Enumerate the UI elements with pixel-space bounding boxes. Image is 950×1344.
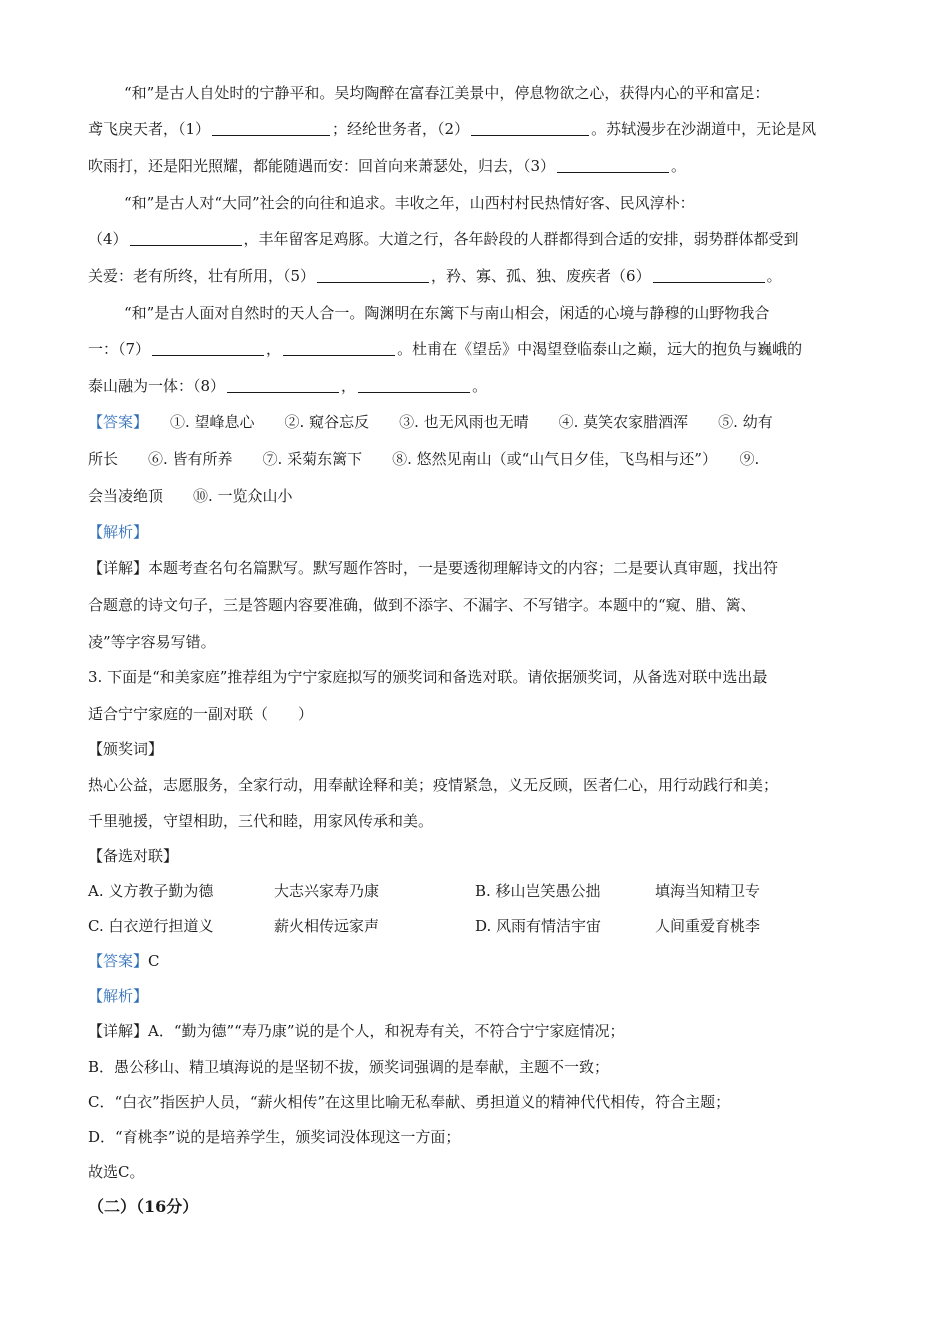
answer1-line3 [88, 485, 293, 507]
text: 【详解】本题考查名句名篇默写。默写题作答时，一是要透彻理解诗文的内容；二是要认真审题，找出符 [88, 559, 779, 577]
analysis1-line3 [88, 631, 216, 653]
text: ， [341, 377, 357, 395]
text: 吹雨打，还是阳光照耀，都能随遇而安：回首向来萧瑟处，归去，（3） [88, 157, 556, 175]
blank-6 [653, 266, 765, 283]
question3-line1 [88, 666, 767, 688]
para3-line3 [88, 375, 487, 397]
text: 适合宁宁家庭的一副对联（ ） [88, 705, 314, 723]
answer1-line2 [88, 448, 759, 470]
text: ，矜、寡、孤、独、废疾者（6） [431, 267, 651, 285]
text: 凌”等字容易写错。 [88, 633, 216, 651]
para2-line1 [88, 192, 695, 214]
text: 合题意的诗文句子，三是答题内容要准确，做到不添字、不漏字、不写错字。本题中的“窥、腊、篱、 [88, 596, 756, 614]
text: B．愚公移山、精卫填海说的是坚韧不拔，颁奖词强调的是奉献，主题不一致； [88, 1058, 610, 1076]
blank-5 [317, 266, 429, 283]
answer2 [88, 950, 160, 972]
para3-line1 [88, 302, 769, 324]
text: D．“育桃李”说的是培养学生，颁奖词没体现这一方面； [88, 1128, 461, 1146]
text: ， [266, 340, 282, 358]
para3-line2 [88, 338, 802, 360]
couplet-label: 【备选对联】 [88, 847, 179, 865]
analysis2-line4 [88, 1126, 460, 1148]
option-a-lower: 大志兴家寿乃康 [274, 882, 380, 900]
text: C．“白衣”指医护人员，“薪火相传”在这里比喻无私奉献、勇担道义的精神代代相传，符合主题； [88, 1093, 731, 1111]
text: 会当凌绝顶 ⑩. 一览众山小 [88, 487, 293, 505]
option-d-upper: D. 风雨有情洁宇宙 [475, 917, 602, 935]
award-line1 [88, 774, 778, 796]
text: 一：（7） [88, 340, 151, 358]
para2-line3 [88, 265, 782, 287]
text: ；经纶世务者，（2） [332, 120, 470, 138]
analysis2-line1 [88, 1020, 625, 1042]
analysis1-line2 [88, 594, 756, 616]
para1-line3 [88, 155, 686, 177]
text: ①. 望峰息心 ②. 窥谷忘反 ③. 也无风雨也无晴 ④. 莫笑农家腊酒浑 ⑤. 幼有 [170, 413, 773, 431]
analysis1-line1 [88, 557, 778, 579]
text: “和”是古人面对自然时的天人合一。陶渊明在东篱下与南山相会，闲适的心境与静穆的山野物我合 [124, 304, 770, 322]
text: 。苏轼漫步在沙湖道中，无论是风 [591, 120, 817, 138]
answer-label: 【答案】 [88, 413, 149, 431]
award-line2 [88, 810, 433, 832]
blank-7a [152, 339, 264, 356]
text: （4） [88, 230, 128, 248]
answer-label: 【答案】 [88, 952, 149, 970]
para1-line2 [88, 118, 816, 140]
option-d-lower: 人间重爱育桃李 [655, 917, 761, 935]
award-label: 【颁奖词】 [88, 740, 164, 758]
text: 故选C。 [88, 1163, 145, 1181]
text: “和”是古人自处时的宁静平和。吴均陶醉在富春江美景中，停息物欲之心，获得内心的平和富足： [124, 84, 770, 102]
text: ，丰年留客足鸡豚。大道之行，各年龄段的人群都得到合适的安排，弱势群体都受到 [243, 230, 799, 248]
analysis2-line2 [88, 1056, 609, 1078]
text: 。杜甫在《望岳》中渴望登临泰山之巅，远大的抱负与巍峨的 [397, 340, 803, 358]
text: 。 [671, 157, 687, 175]
text: 关爱：老有所终，壮有所用，（5） [88, 267, 316, 285]
text: “和”是古人对“大同”社会的向往和追求。丰收之年，山西村村民热情好客、民风淳朴： [124, 194, 695, 212]
text: 千里驰援，守望相助，三代和睦，用家风传承和美。 [88, 812, 434, 830]
blank-8b [358, 376, 470, 393]
option-c-upper: C. 白衣逆行担道义 [88, 917, 214, 935]
blank-7b [283, 339, 395, 356]
analysis2-line5 [88, 1161, 144, 1183]
analysis2-line3 [88, 1091, 730, 1113]
question3-line2 [88, 703, 313, 725]
text: 。 [472, 377, 488, 395]
text: 【详解】A．“勤为德”“寿乃康”说的是个人，和祝寿有关，不符合宁宁家庭情况； [88, 1022, 625, 1040]
option-b-lower: 填海当知精卫专 [655, 882, 761, 900]
answer1-line1 [88, 411, 773, 433]
option-c-lower: 薪火相传远家声 [274, 917, 380, 935]
blank-4 [130, 229, 242, 246]
blank-1 [212, 119, 330, 136]
option-b-upper: B. 移山岂笑愚公拙 [475, 882, 601, 900]
option-a-upper: A. 义方教子勤为德 [88, 882, 214, 900]
blank-3 [557, 156, 669, 173]
analysis2-label: 【解析】 [88, 987, 149, 1005]
blank-8a [227, 376, 339, 393]
text: 鸢飞戾天者，（1） [88, 120, 211, 138]
answer-value: C [148, 952, 160, 970]
para2-line2 [88, 228, 799, 250]
para1-line1 [88, 82, 769, 104]
section-title: （二）（16分） [88, 1197, 199, 1216]
text: 所长 ⑥. 皆有所养 ⑦. 采菊东篱下 ⑧. 悠然见南山（或“山气日夕佳，飞鸟相与还”） ⑨. [88, 450, 760, 468]
blank-2 [471, 119, 589, 136]
text: 3. 下面是“和美家庭”推荐组为宁宁家庭拟写的颁奖词和备选对联。请依据颁奖词，从备选对联中选出最 [88, 668, 768, 686]
analysis1-label: 【解析】 [88, 523, 149, 541]
text: 热心公益，志愿服务，全家行动，用奉献诠释和美；疫情紧急，义无反顾，医者仁心，用行动践行和美； [88, 776, 779, 794]
text: 泰山融为一体：（8） [88, 377, 226, 395]
text: 。 [766, 267, 782, 285]
